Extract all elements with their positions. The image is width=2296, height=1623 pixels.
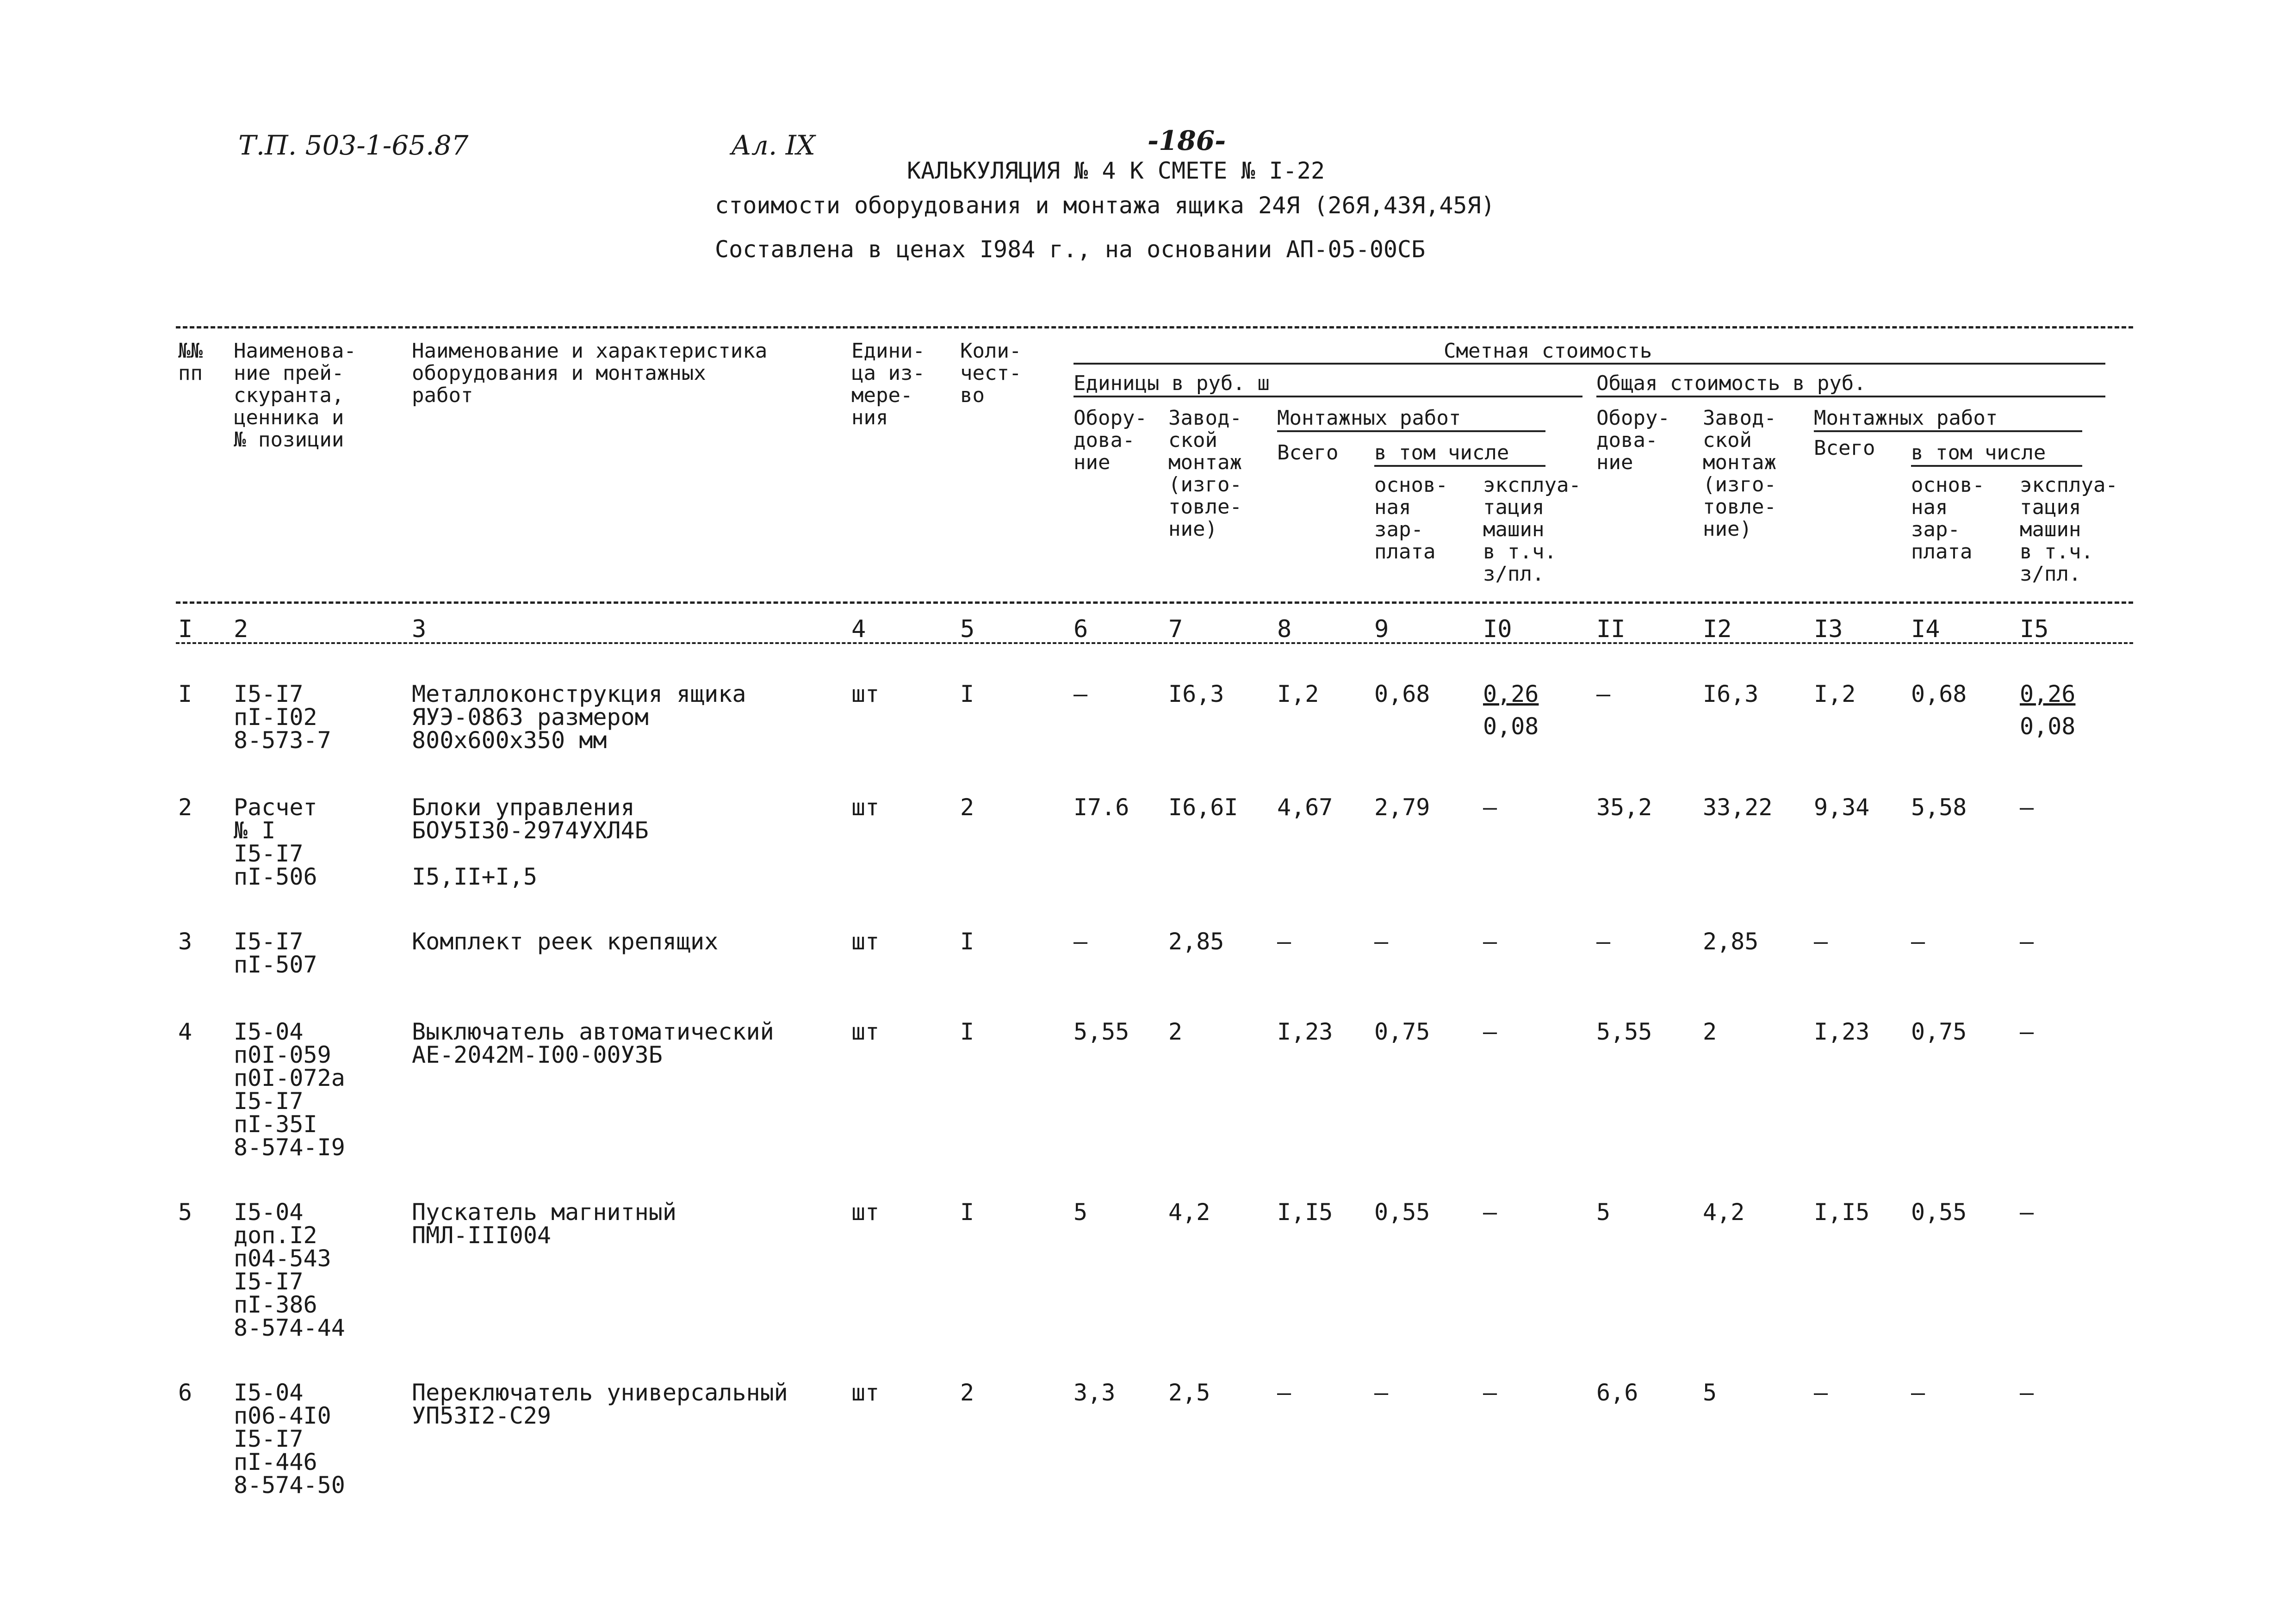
row-number: 2 [178,794,192,821]
col-header-10: эксплуа- тация машин в т.ч. з/пл. [1483,473,1581,586]
total-salary: 0,75 [1911,1018,1967,1045]
document-title: КАЛЬКУЛЯЦИЯ № 4 К СМЕТЕ № I-22 [907,157,1325,184]
total-machines: – [2020,928,2034,955]
col-header-2: Наименова- ние прей- скуранта, ценника и № позиции [234,339,356,452]
col-header-4: Едини- ца из- мере- ния [851,339,925,429]
total-factory: 2 [1703,1018,1717,1045]
incl-header-unit: в том числе [1374,441,1509,465]
total-factory: 2,85 [1703,928,1759,955]
price-code: I5-04 п06-4I0 I5-I7 пI-446 8-574-50 [234,1379,345,1499]
total-equipment: 5 [1596,1199,1611,1226]
mount-works-rule-unit [1277,430,1545,432]
total-mount: 9,34 [1814,794,1870,821]
incl-rule-total [1911,465,2082,467]
incl-header-total: в том числе [1911,441,2046,465]
total-equipment: – [1596,681,1611,707]
unit-mount-total: I,I5 [1277,1199,1333,1226]
colnum-14: I4 [1911,615,1940,643]
unit-salary: 0,68 [1374,681,1430,707]
unit-factory: 2,85 [1168,928,1224,955]
total-salary: – [1911,1379,1925,1406]
unit-salary: 0,55 [1374,1199,1430,1226]
item-name: Металлоконструкция ящика ЯУЭ-0863 размером 800х600х350 мм [412,681,746,754]
header-bottom-rule [176,601,2133,604]
item-name: Пускатель магнитный ПМЛ-III004 [412,1199,676,1249]
colnum-2: 2 [234,615,248,643]
unit-machines: – [1483,794,1497,821]
unit-equipment: 5,55 [1074,1018,1129,1045]
unit-equipment: – [1074,928,1088,955]
total-mount: I,23 [1814,1018,1870,1045]
total-mount: – [1814,928,1828,955]
total-machines-salary: 0,08 [2020,713,2076,740]
total-equipment: 5,55 [1596,1018,1652,1045]
colnum-rule [176,642,2133,644]
total-machines: – [2020,1018,2034,1045]
total-equipment: 35,2 [1596,794,1652,821]
unit-mount-total: I,23 [1277,1018,1333,1045]
col-header-11: Обору- дова- ние [1596,406,1670,474]
document-subtitle: стоимости оборудования и монтажа ящика 24Я (26Я,43Я,45Я) [715,192,1495,219]
group-unit-rule [1074,396,1582,397]
mount-works-header-unit: Монтажных работ [1277,406,1461,430]
item-qty: I [960,681,974,707]
document-basis: Составлена в ценах I984 г., на основании АП-05-00СБ [715,236,1426,263]
unit-factory: 4,2 [1168,1199,1210,1226]
project-code: Т.П. 503-1-65.87 [238,130,469,161]
row-number: 4 [178,1018,192,1045]
colnum-11: II [1596,615,1626,643]
group-header-total: Общая стоимость в руб. [1596,372,1866,395]
unit-machines: 0,26 [1483,681,1539,707]
unit-salary: – [1374,928,1389,955]
header-top-rule [176,326,2133,328]
row-number: 6 [178,1379,192,1406]
total-factory: 4,2 [1703,1199,1745,1226]
item-name: Переключатель универсальный УП53I2-С29 [412,1379,788,1429]
colnum-5: 5 [960,615,975,643]
total-equipment: – [1596,928,1611,955]
colnum-8: 8 [1277,615,1292,643]
group-estimate-rule [1074,363,2105,365]
price-code: I5-I7 пI-507 [234,928,317,978]
unit-equipment: 3,3 [1074,1379,1116,1406]
col-header-8: Всего [1277,441,1339,465]
item-qty: I [960,928,974,955]
colnum-3: 3 [412,615,427,643]
col-header-1: №№ пп [178,339,203,385]
unit-mount-total: – [1277,1379,1291,1406]
unit-machines: – [1483,1018,1497,1045]
colnum-12: I2 [1703,615,1732,643]
unit-mount-total: – [1277,928,1291,955]
total-salary: 0,55 [1911,1199,1967,1226]
total-machines: – [2020,794,2034,821]
total-factory: 5 [1703,1379,1717,1406]
unit-factory: I6,3 [1168,681,1224,707]
unit-factory: 2,5 [1168,1379,1210,1406]
unit-mount-total: 4,67 [1277,794,1333,821]
unit-equipment: 5 [1074,1199,1088,1226]
col-header-15: эксплуа- тация машин в т.ч. з/пл. [2020,473,2118,586]
price-code: I5-04 п0I-059 п0I-072а I5-I7 пI-35I 8-574-I9 [234,1018,345,1161]
item-unit: шт [851,1379,880,1406]
unit-salary: – [1374,1379,1389,1406]
group-total-rule [1596,396,2105,397]
unit-salary: 0,75 [1374,1018,1430,1045]
incl-rule-unit [1374,465,1545,467]
unit-factory: 2 [1168,1018,1183,1045]
col-header-5: Коли- чест- во [960,339,1022,407]
mount-works-header-total: Монтажных работ [1814,406,1998,430]
total-factory: I6,3 [1703,681,1759,707]
unit-machines: – [1483,928,1497,955]
item-qty: I [960,1018,974,1045]
total-factory: 33,22 [1703,794,1773,821]
item-qty: I [960,1199,974,1226]
col-header-3: Наименование и характеристика оборудования и монтажных работ [412,339,768,407]
unit-machines: – [1483,1199,1497,1226]
col-header-6: Обору- дова- ние [1074,406,1147,474]
item-name: Выключатель автоматический АЕ-2042М-I00-00УЗБ [412,1018,774,1068]
colnum-6: 6 [1074,615,1088,643]
album-number: Ал. IX [731,130,815,161]
col-header-12: Завод- ской монтаж (изго- товле- ние) [1703,406,1776,541]
unit-equipment: – [1074,681,1088,707]
price-code: I5-I7 пI-I02 8-573-7 [234,681,331,754]
total-machines: 0,26 [2020,681,2076,707]
unit-machines-salary: 0,08 [1483,713,1539,740]
total-machines: – [2020,1199,2034,1226]
total-equipment: 6,6 [1596,1379,1638,1406]
item-name: Блоки управления БОУ5I30-2974УХЛ4Б [412,794,649,844]
colnum-10: I0 [1483,615,1512,643]
item-unit: шт [851,1018,880,1045]
colnum-9: 9 [1374,615,1389,643]
colnum-13: I3 [1814,615,1843,643]
total-mount: – [1814,1379,1828,1406]
colnum-15: I5 [2020,615,2049,643]
unit-machines: – [1483,1379,1497,1406]
unit-factory: I6,6I [1168,794,1238,821]
colnum-7: 7 [1168,615,1183,643]
col-header-7: Завод- ской монтаж (изго- товле- ние) [1168,406,1242,541]
colnum-4: 4 [851,615,866,643]
mount-works-rule-total [1814,430,2082,432]
page-number: -186- [1148,125,1226,156]
col-header-9: основ- ная зар- плата [1374,473,1448,564]
item-qty: 2 [960,794,974,821]
group-header-unit: Единицы в руб. ш [1074,372,1270,395]
row-number: I [178,681,192,707]
item-calculation: I5,II+I,5 [412,863,537,890]
unit-mount-total: I,2 [1277,681,1319,707]
item-unit: шт [851,928,880,955]
item-qty: 2 [960,1379,974,1406]
item-unit: шт [851,1199,880,1226]
col-header-13: Всего [1814,436,1875,460]
item-name: Комплект реек крепящих [412,928,719,955]
item-unit: шт [851,681,880,707]
total-machines: – [2020,1379,2034,1406]
col-header-14: основ- ная зар- плата [1911,473,1985,564]
unit-salary: 2,79 [1374,794,1430,821]
colnum-1: I [178,615,193,643]
total-salary: 0,68 [1911,681,1967,707]
total-mount: I,I5 [1814,1199,1870,1226]
unit-equipment: I7.6 [1074,794,1129,821]
row-number: 5 [178,1199,192,1226]
group-header-estimate: Сметная стоимость [1444,339,1652,363]
total-salary: – [1911,928,1925,955]
row-number: 3 [178,928,192,955]
total-salary: 5,58 [1911,794,1967,821]
item-unit: шт [851,794,880,821]
price-code: I5-04 доп.I2 п04-543 I5-I7 пI-386 8-574-44 [234,1199,345,1341]
price-code: Расчет № I I5-I7 пI-506 [234,794,317,890]
total-mount: I,2 [1814,681,1856,707]
